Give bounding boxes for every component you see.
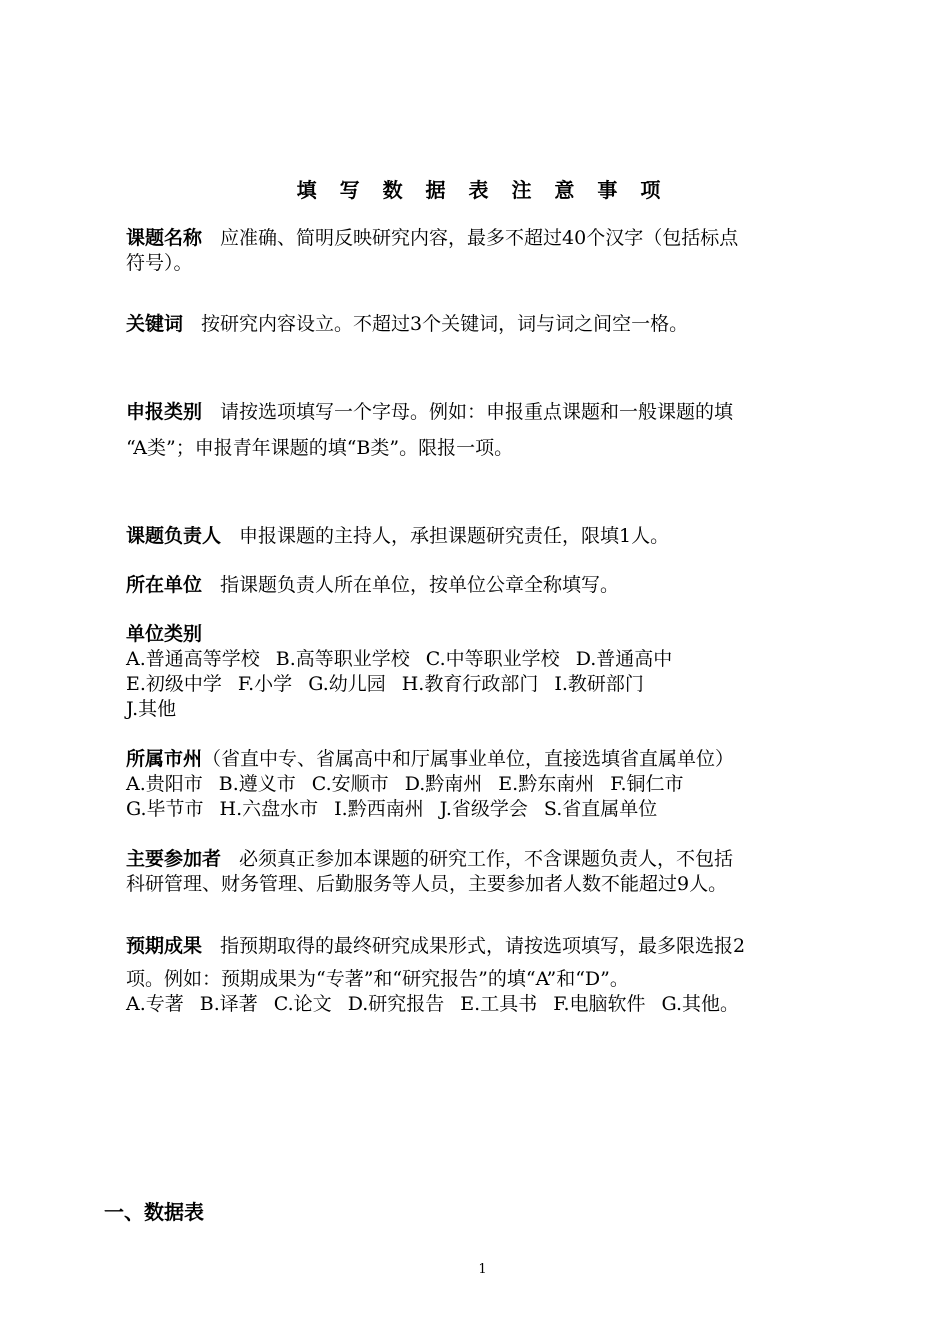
outcome-option: D.研究报告 — [347, 993, 445, 1015]
city-option: B.遵义市 — [218, 773, 296, 795]
city-option: E.黔东南州 — [498, 773, 595, 795]
section-unit — [126, 573, 846, 598]
city-option: S.省直属单位 — [543, 798, 658, 820]
unit-type-option: F.小学 — [237, 673, 293, 695]
section-city — [126, 747, 846, 822]
city-option: F.铜仁市 — [610, 773, 684, 795]
city-option: G.毕节市 — [126, 798, 204, 820]
city-option: H.六盘水市 — [219, 798, 319, 820]
section-heading-data-table: 一、数据表 — [104, 1200, 204, 1224]
page-number: 1 — [478, 1262, 487, 1277]
section-outcome — [126, 934, 846, 1017]
unit-type-option: J.其他 — [126, 698, 177, 720]
keywords-label: 关键词 — [126, 313, 184, 335]
unit-label: 所在单位 — [126, 574, 203, 596]
section-participants — [126, 847, 846, 897]
unit-type-option: D.普通高中 — [575, 648, 673, 670]
outcome-option: E.工具书 — [460, 993, 538, 1015]
category-text-1: 请按选项填写一个字母。例如：申报重点课题和一般课题的填 — [220, 401, 734, 423]
outcome-option: G.其他。 — [661, 993, 740, 1015]
category-text-2: “A类”；申报青年课题的填“B类”。限报一项。 — [126, 437, 514, 459]
participants-label: 主要参加者 — [126, 848, 222, 870]
outcome-text-2: 项。例如：预期成果为“专著”和“研究报告”的填“A”和“D”。 — [126, 968, 629, 990]
outcome-option: C.论文 — [273, 993, 332, 1015]
outcome-option: A.专著 — [126, 993, 184, 1015]
section-category — [126, 400, 846, 461]
unit-text: 指课题负责人所在单位，按单位公章全称填写。 — [220, 574, 620, 596]
topic-name-text-1: 应准确、简明反映研究内容，最多不超过40个汉字（包括标点 — [220, 227, 739, 249]
unit-type-option: C.中等职业学校 — [425, 648, 560, 670]
unit-type-label: 单位类别 — [126, 623, 203, 645]
participants-text-1: 必须真正参加本课题的研究工作，不含课题负责人，不包括 — [239, 848, 734, 870]
city-option: A.贵阳市 — [126, 773, 203, 795]
section-unit-type — [126, 622, 846, 722]
city-option: J.省级学会 — [439, 798, 528, 820]
unit-type-option: A.普通高等学校 — [126, 648, 260, 670]
city-note: （省直中专、省属高中和厅属事业单位，直接选填省直属单位） — [202, 748, 735, 770]
outcome-option: B.译著 — [199, 993, 258, 1015]
section-leader — [126, 524, 846, 549]
unit-type-option: G.幼儿园 — [308, 673, 386, 695]
outcome-option: F.电脑软件 — [553, 993, 646, 1015]
participants-text-2: 科研管理、财务管理、后勤服务等人员，主要参加者人数不能超过9人。 — [126, 873, 728, 895]
city-label: 所属市州 — [126, 748, 203, 770]
category-label: 申报类别 — [126, 401, 203, 423]
unit-type-option: B.高等职业学校 — [275, 648, 410, 670]
city-option: D.黔南州 — [404, 773, 483, 795]
section-topic-name — [126, 226, 846, 276]
keywords-text: 按研究内容设立。不超过3个关键词，词与词之间空一格。 — [201, 313, 689, 335]
unit-type-option: E.初级中学 — [126, 673, 222, 695]
unit-type-option: H.教育行政部门 — [401, 673, 539, 695]
outcome-label: 预期成果 — [126, 935, 203, 957]
page-title: 填 写 数 据 表 注 意 事 项 — [296, 178, 669, 202]
city-option: I.黔西南州 — [334, 798, 424, 820]
leader-text: 申报课题的主持人，承担课题研究责任，限填1人。 — [239, 525, 670, 547]
section-keywords — [126, 312, 846, 337]
outcome-text-1: 指预期取得的最终研究成果形式，请按选项填写，最多限选报2 — [220, 935, 746, 957]
topic-name-label: 课题名称 — [126, 227, 203, 249]
city-option: C.安顺市 — [311, 773, 389, 795]
unit-type-option: I.教研部门 — [554, 673, 644, 695]
topic-name-text-2: 符号）。 — [126, 252, 193, 274]
leader-label: 课题负责人 — [126, 525, 222, 547]
